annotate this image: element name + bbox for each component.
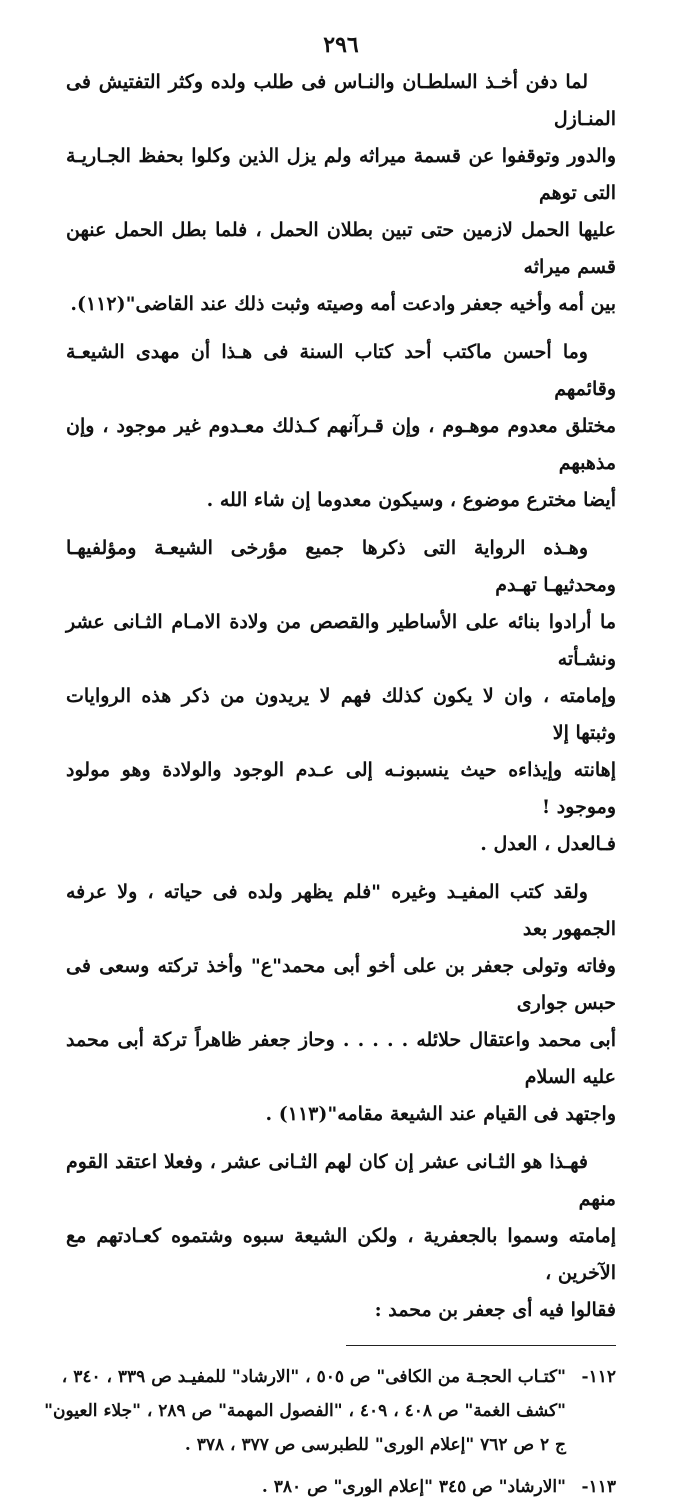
text-line: فقالوا فيه أى جعفر بن محمد :	[374, 1299, 616, 1321]
text-line: مختلق معدوم موهـوم ، وإن قـرآنهم كـذلك معـدوم غير موجود ، وإن مذهبهم	[66, 415, 616, 474]
footnote-line: ج ٢ ص ٧٦٢ "إعلام الورى" للطبرسى ص ٣٧٧ ، ٣٧٨ .	[184, 1435, 566, 1455]
text-line: فـالعدل ، العدل .	[480, 833, 616, 855]
text-line: بين أمه وأخيه جعفر وادعت أمه وصيته وثبت ذلك عند القاضى"(١١٢).	[70, 293, 616, 315]
paragraph	[66, 530, 616, 863]
text-line: وإمامته ، وان لا يكون كذلك فهم لا يريدون من ذكر هذه الروايات وثبتها إلا	[66, 685, 616, 744]
footnote-text	[44, 1360, 566, 1462]
footnote	[44, 1360, 616, 1462]
footnote-number: ١١٢-	[581, 1367, 616, 1387]
footnote	[66, 1470, 616, 1504]
text-line: ما أرادوا بنائه على الأساطير والقصص من ولادة الامـام الثـانى عشر ونشـأته	[66, 611, 616, 670]
text-line: وما أحسن ماكتب أحد كتاب السنة فى هـذا أن مهدى الشيعـة وقائمهم	[66, 341, 616, 400]
footnotes	[44, 1360, 616, 1504]
paragraph	[66, 1144, 616, 1329]
paragraph	[66, 334, 616, 519]
footnote-number: ١١٣-	[581, 1477, 616, 1497]
footnote-line: "كشف الغمة" ص ٤٠٨ ، ٤٠٩ ، "الفصول المهمة" ص ٢٨٩ ، "جلاء العيون"	[44, 1401, 566, 1421]
text-line: واجتهد فى القيام عند الشيعة مقامه"(١١٣) .	[265, 1103, 616, 1125]
text-line: فهـذا هو الثـانى عشر إن كان لهم الثـانى عشر ، وفعلا اعتقد القوم منهم	[66, 1151, 616, 1210]
footnote-line: "كتـاب الحجـة من الكافى" ص ٥٠٥ ، "الارشاد" للمفيـد ص ٣٣٩ ، ٣٤٠ ،	[61, 1367, 566, 1387]
text-line: أيضا مخترع موضوع ، وسيكون معدوما إن شاء الله .	[206, 489, 616, 511]
text-line: وهـذه الرواية التى ذكرها جميع مؤرخى الشيعـة ومؤلفيهـا ومحدثيهـا تهـدم	[66, 537, 616, 596]
page-number: ٢٩٦	[323, 32, 359, 58]
body-text	[66, 64, 616, 1329]
paragraph	[66, 874, 616, 1133]
text-line: عليها الحمل لازمين حتى تبين بطلان الحمل ، فلما بطل الحمل عنهن قسم ميراثه	[66, 219, 616, 278]
text-line: إهانته وإيذاءه حيث ينسبونـه إلى عـدم الوجود والولادة وهو مولود وموجود !	[66, 759, 616, 818]
footnote-text	[66, 1470, 566, 1504]
paragraph	[66, 64, 616, 323]
text-line: أبى محمد واعتقال حلائله . . . . . وحاز جعفر ظاهراً تركة أبى محمد عليه السلام	[66, 1029, 616, 1088]
text-line: إمامته وسموا بالجعفرية ، ولكن الشيعة سبوه وشتموه كعـادتهم مع الآخرين ،	[66, 1225, 616, 1284]
text-line: لما دفن أخـذ السلطـان والنـاس فى طلب ولده وكثر التفتيش فى المنـازل	[66, 71, 616, 130]
footnote-line: "الارشاد" ص ٣٤٥ "إعلام الورى" ص ٣٨٠ .	[261, 1477, 566, 1497]
text-line: وفاته وتولى جعفر بن على أخو أبى محمد"ع" وأخذ تركته وسعى فى حبس جوارى	[66, 955, 616, 1014]
text-line: والدور وتوقفوا عن قسمة ميراثه ولم يزل الذين وكلوا بحفظ الجـاريـة التى توهم	[66, 145, 616, 204]
text-line: ولقد كتب المفيـد وغيره "فلم يظهر ولده فى حياته ، ولا عرفه الجمهور بعد	[66, 881, 616, 940]
footnote-separator	[346, 1345, 616, 1346]
